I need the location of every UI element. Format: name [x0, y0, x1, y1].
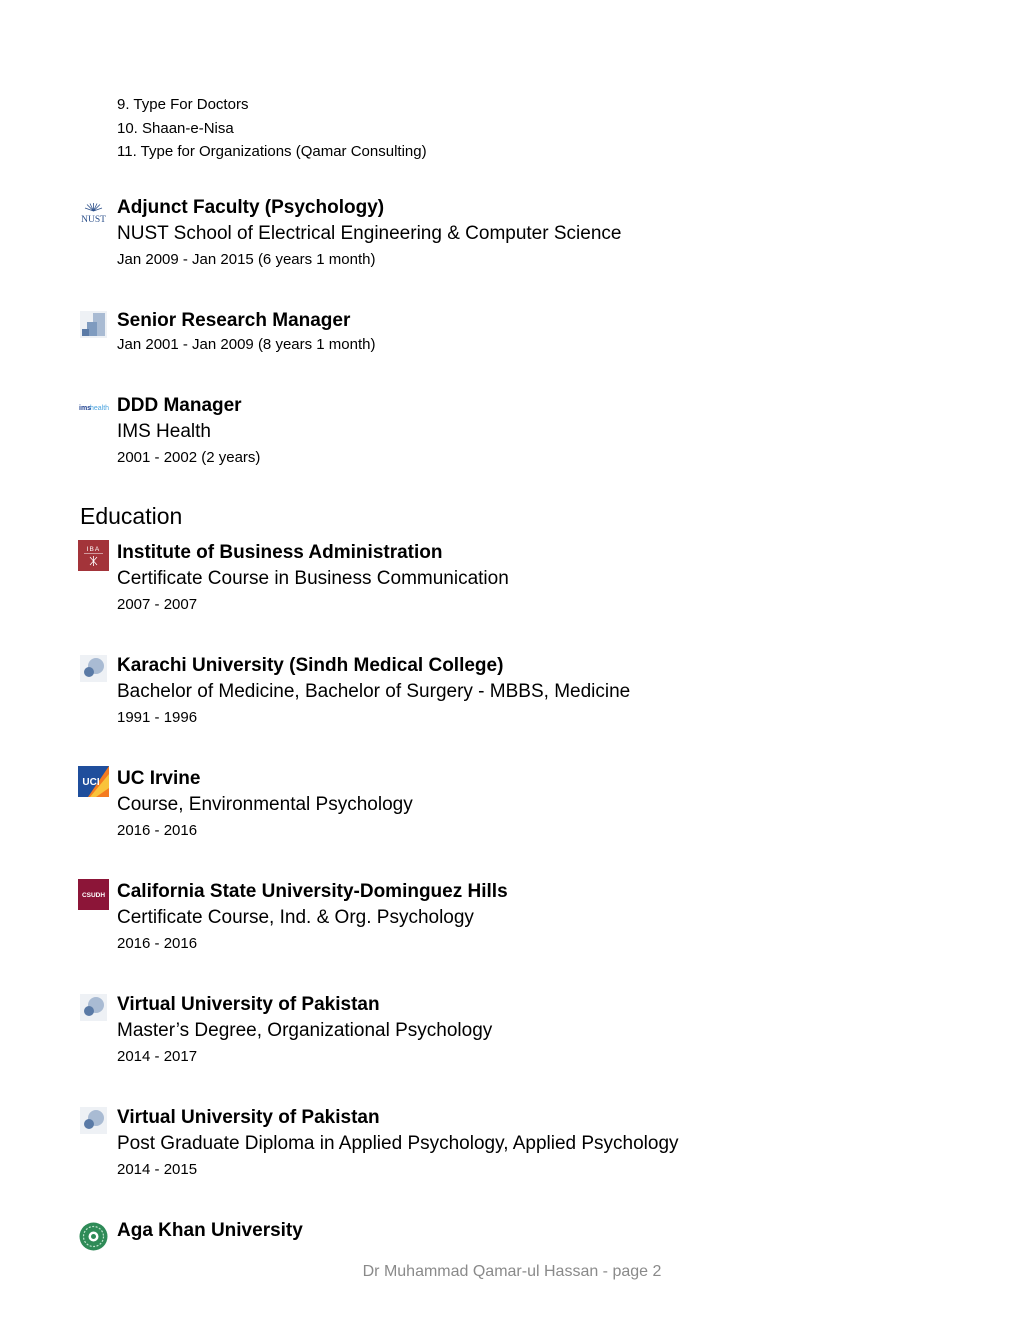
csudh-logo-icon	[78, 879, 109, 910]
svg-text:CSUDH: CSUDH	[81, 892, 106, 899]
svg-text:ims: ims	[79, 405, 92, 412]
school-name: Karachi University (Sindh Medical College)	[117, 655, 504, 676]
company-placeholder-icon	[78, 309, 109, 340]
organization: NUST School of Electrical Engineering & Computer Science	[117, 223, 622, 244]
list-item: 11. Type for Organizations (Qamar Consulting)	[117, 143, 427, 160]
school-placeholder-icon	[78, 992, 109, 1023]
date-range: 2014 - 2015	[117, 1161, 198, 1178]
school-placeholder-icon	[78, 1105, 109, 1136]
school-name: Virtual University of Pakistan	[117, 1107, 380, 1128]
uci-logo-icon	[78, 766, 109, 797]
school-name: Institute of Business Administration	[117, 542, 443, 563]
degree: Bachelor of Medicine, Bachelor of Surgery - MBBS, Medicine	[117, 681, 631, 702]
date-range: 2001 - 2002 (2 years)	[117, 449, 261, 466]
list-item: 10. Shaan-e-Nisa	[117, 119, 234, 137]
degree: Certificate Course in Business Communication	[117, 568, 509, 589]
degree: Course, Environmental Psychology	[117, 794, 413, 815]
nust-logo-icon	[78, 198, 109, 229]
section-heading-education: Education	[80, 503, 183, 529]
job-title: Senior Research Manager	[117, 310, 351, 331]
school-name: UC Irvine	[117, 768, 201, 789]
date-range: 2016 - 2016	[117, 822, 198, 839]
job-title: DDD Manager	[117, 395, 242, 416]
svg-text:UCI: UCI	[82, 777, 100, 788]
school-placeholder-icon	[78, 653, 109, 684]
organization: IMS Health	[117, 421, 211, 442]
continued-numbered-list	[117, 93, 427, 164]
aku-logo-icon	[78, 1221, 109, 1252]
job-title: Adjunct Faculty (Psychology)	[117, 197, 385, 218]
iba-logo-icon	[78, 540, 109, 571]
list-item: 9. Type For Doctors	[117, 96, 249, 113]
school-name: Virtual University of Pakistan	[117, 994, 380, 1015]
svg-text:NUST: NUST	[81, 215, 106, 225]
school-name: Aga Khan University	[117, 1220, 303, 1241]
page-footer: Dr Muhammad Qamar-ul Hassan - page 2	[362, 1263, 662, 1280]
date-range: 2014 - 2017	[117, 1048, 198, 1065]
date-range: 2016 - 2016	[117, 935, 198, 952]
date-range: Jan 2001 - Jan 2009 (8 years 1 month)	[117, 336, 376, 353]
school-name: California State University-Dominguez Hills	[117, 881, 508, 902]
svg-text:IBA: IBA	[86, 546, 101, 553]
date-range: 2007 - 2007	[117, 596, 198, 613]
degree: Certificate Course, Ind. & Org. Psychology	[117, 907, 474, 928]
degree: Post Graduate Diploma in Applied Psychology, Applied Psychology	[117, 1133, 679, 1154]
date-range: 1991 - 1996	[117, 709, 198, 726]
ims-health-logo-icon	[78, 396, 109, 427]
date-range: Jan 2009 - Jan 2015 (6 years 1 month)	[117, 251, 376, 268]
svg-text:health: health	[90, 405, 109, 412]
degree: Master’s Degree, Organizational Psychology	[117, 1020, 493, 1041]
